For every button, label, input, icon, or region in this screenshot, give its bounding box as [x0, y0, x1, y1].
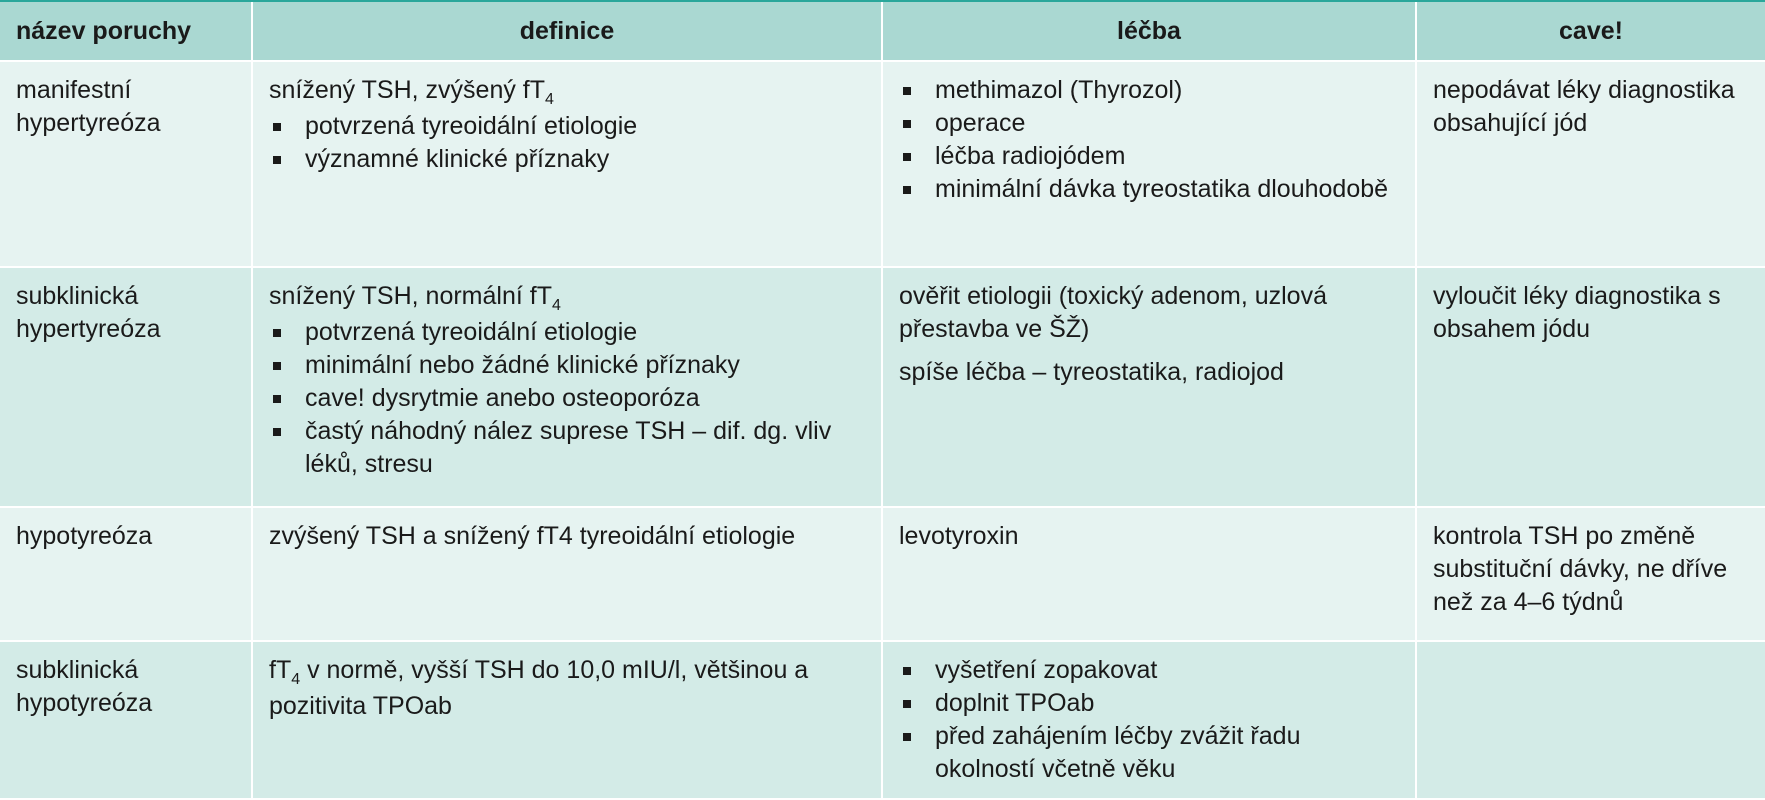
list-item: minimální nebo žádné klinické příznaky	[269, 349, 865, 382]
header-definition: definice	[252, 2, 882, 61]
treatment-cell: levotyroxin	[882, 507, 1416, 641]
list-item: doplnit TPOab	[899, 687, 1399, 720]
disorder-name-line: hypotyreóza	[16, 689, 153, 718]
list-item: methimazol (Thyrozol)	[899, 74, 1399, 107]
definition-cell	[252, 267, 882, 507]
disorder-name-line: subklinická	[16, 656, 139, 685]
treatment-cell	[882, 61, 1416, 267]
definition-intro: snížený TSH, zvýšený $fT_4$	[269, 76, 554, 108]
caution-cell: kontrola TSH po změně substituční dávky, ne dříve než za 4–6 týdnů	[1416, 507, 1765, 641]
header-disorder-name: název poruchy	[0, 2, 252, 61]
list-item: významné klinické příznaky	[269, 143, 865, 176]
definition-list	[269, 110, 865, 176]
disorder-name-cell	[0, 61, 252, 267]
caution-cell: vyloučit léky diagnostika s obsahem jódu	[1416, 267, 1765, 507]
disorder-name-cell	[0, 641, 252, 799]
disorder-name-line: hypertyreóza	[16, 314, 161, 343]
table-row	[0, 641, 1765, 799]
list-item: před zahájením léčby zvážit řadu okolností včetně věku	[899, 720, 1399, 786]
header-treatment: léčba	[882, 2, 1416, 61]
list-item: častý náhodný nález suprese TSH – dif. dg. vliv léků, stresu	[269, 415, 865, 481]
table-row	[0, 507, 1765, 641]
definition-list	[269, 316, 865, 481]
definition-intro: snížený TSH, normální $fT_4$	[269, 281, 561, 314]
disorder-name-cell	[0, 267, 252, 507]
list-item: potvrzená tyreoidální etiologie	[269, 110, 865, 143]
disorder-name-line: subklinická	[16, 281, 139, 310]
treatment-list	[899, 654, 1399, 786]
table-row	[0, 267, 1765, 507]
definition-cell	[252, 641, 882, 799]
disorder-name-line: hypertyreóza	[16, 109, 161, 137]
treatment-text: spíše léčba – tyreostatika, radiojod	[899, 357, 1284, 386]
table-row	[0, 61, 1765, 267]
treatment-cell	[882, 267, 1416, 507]
definition-cell: zvýšený TSH a snížený fT4 tyreoidální etiologie	[252, 507, 882, 641]
caution-cell: nepodávat léky diagnostika obsahující jód	[1416, 61, 1765, 267]
definition-cell	[252, 61, 882, 267]
list-item: vyšetření zopakovat	[899, 654, 1399, 687]
disorder-name-line: manifestní	[16, 76, 132, 104]
disorder-name-cell	[0, 507, 252, 641]
treatment-list	[899, 74, 1399, 206]
header-caution: cave!	[1416, 2, 1765, 61]
caution-cell	[1416, 641, 1765, 799]
treatment-text: ověřit etiologii (toxický adenom, uzlová přestavba ve ŠŽ)	[899, 281, 1327, 343]
list-item: operace	[899, 107, 1399, 140]
treatment-cell	[882, 641, 1416, 799]
list-item: potvrzená tyreoidální etiologie	[269, 316, 865, 349]
list-item: léčba radiojódem	[899, 140, 1399, 173]
table-header-row	[0, 2, 1765, 61]
disorder-name-line: hypotyreóza	[16, 522, 153, 551]
definition-intro: $fT_4$ v normě, vyšší TSH do 10,0 mIU/l, většinou a pozitivita TPOab	[269, 656, 809, 721]
list-item: minimální dávka tyreostatika dlouhodobě	[899, 173, 1399, 206]
list-item: cave! dysrytmie anebo osteoporóza	[269, 382, 865, 415]
